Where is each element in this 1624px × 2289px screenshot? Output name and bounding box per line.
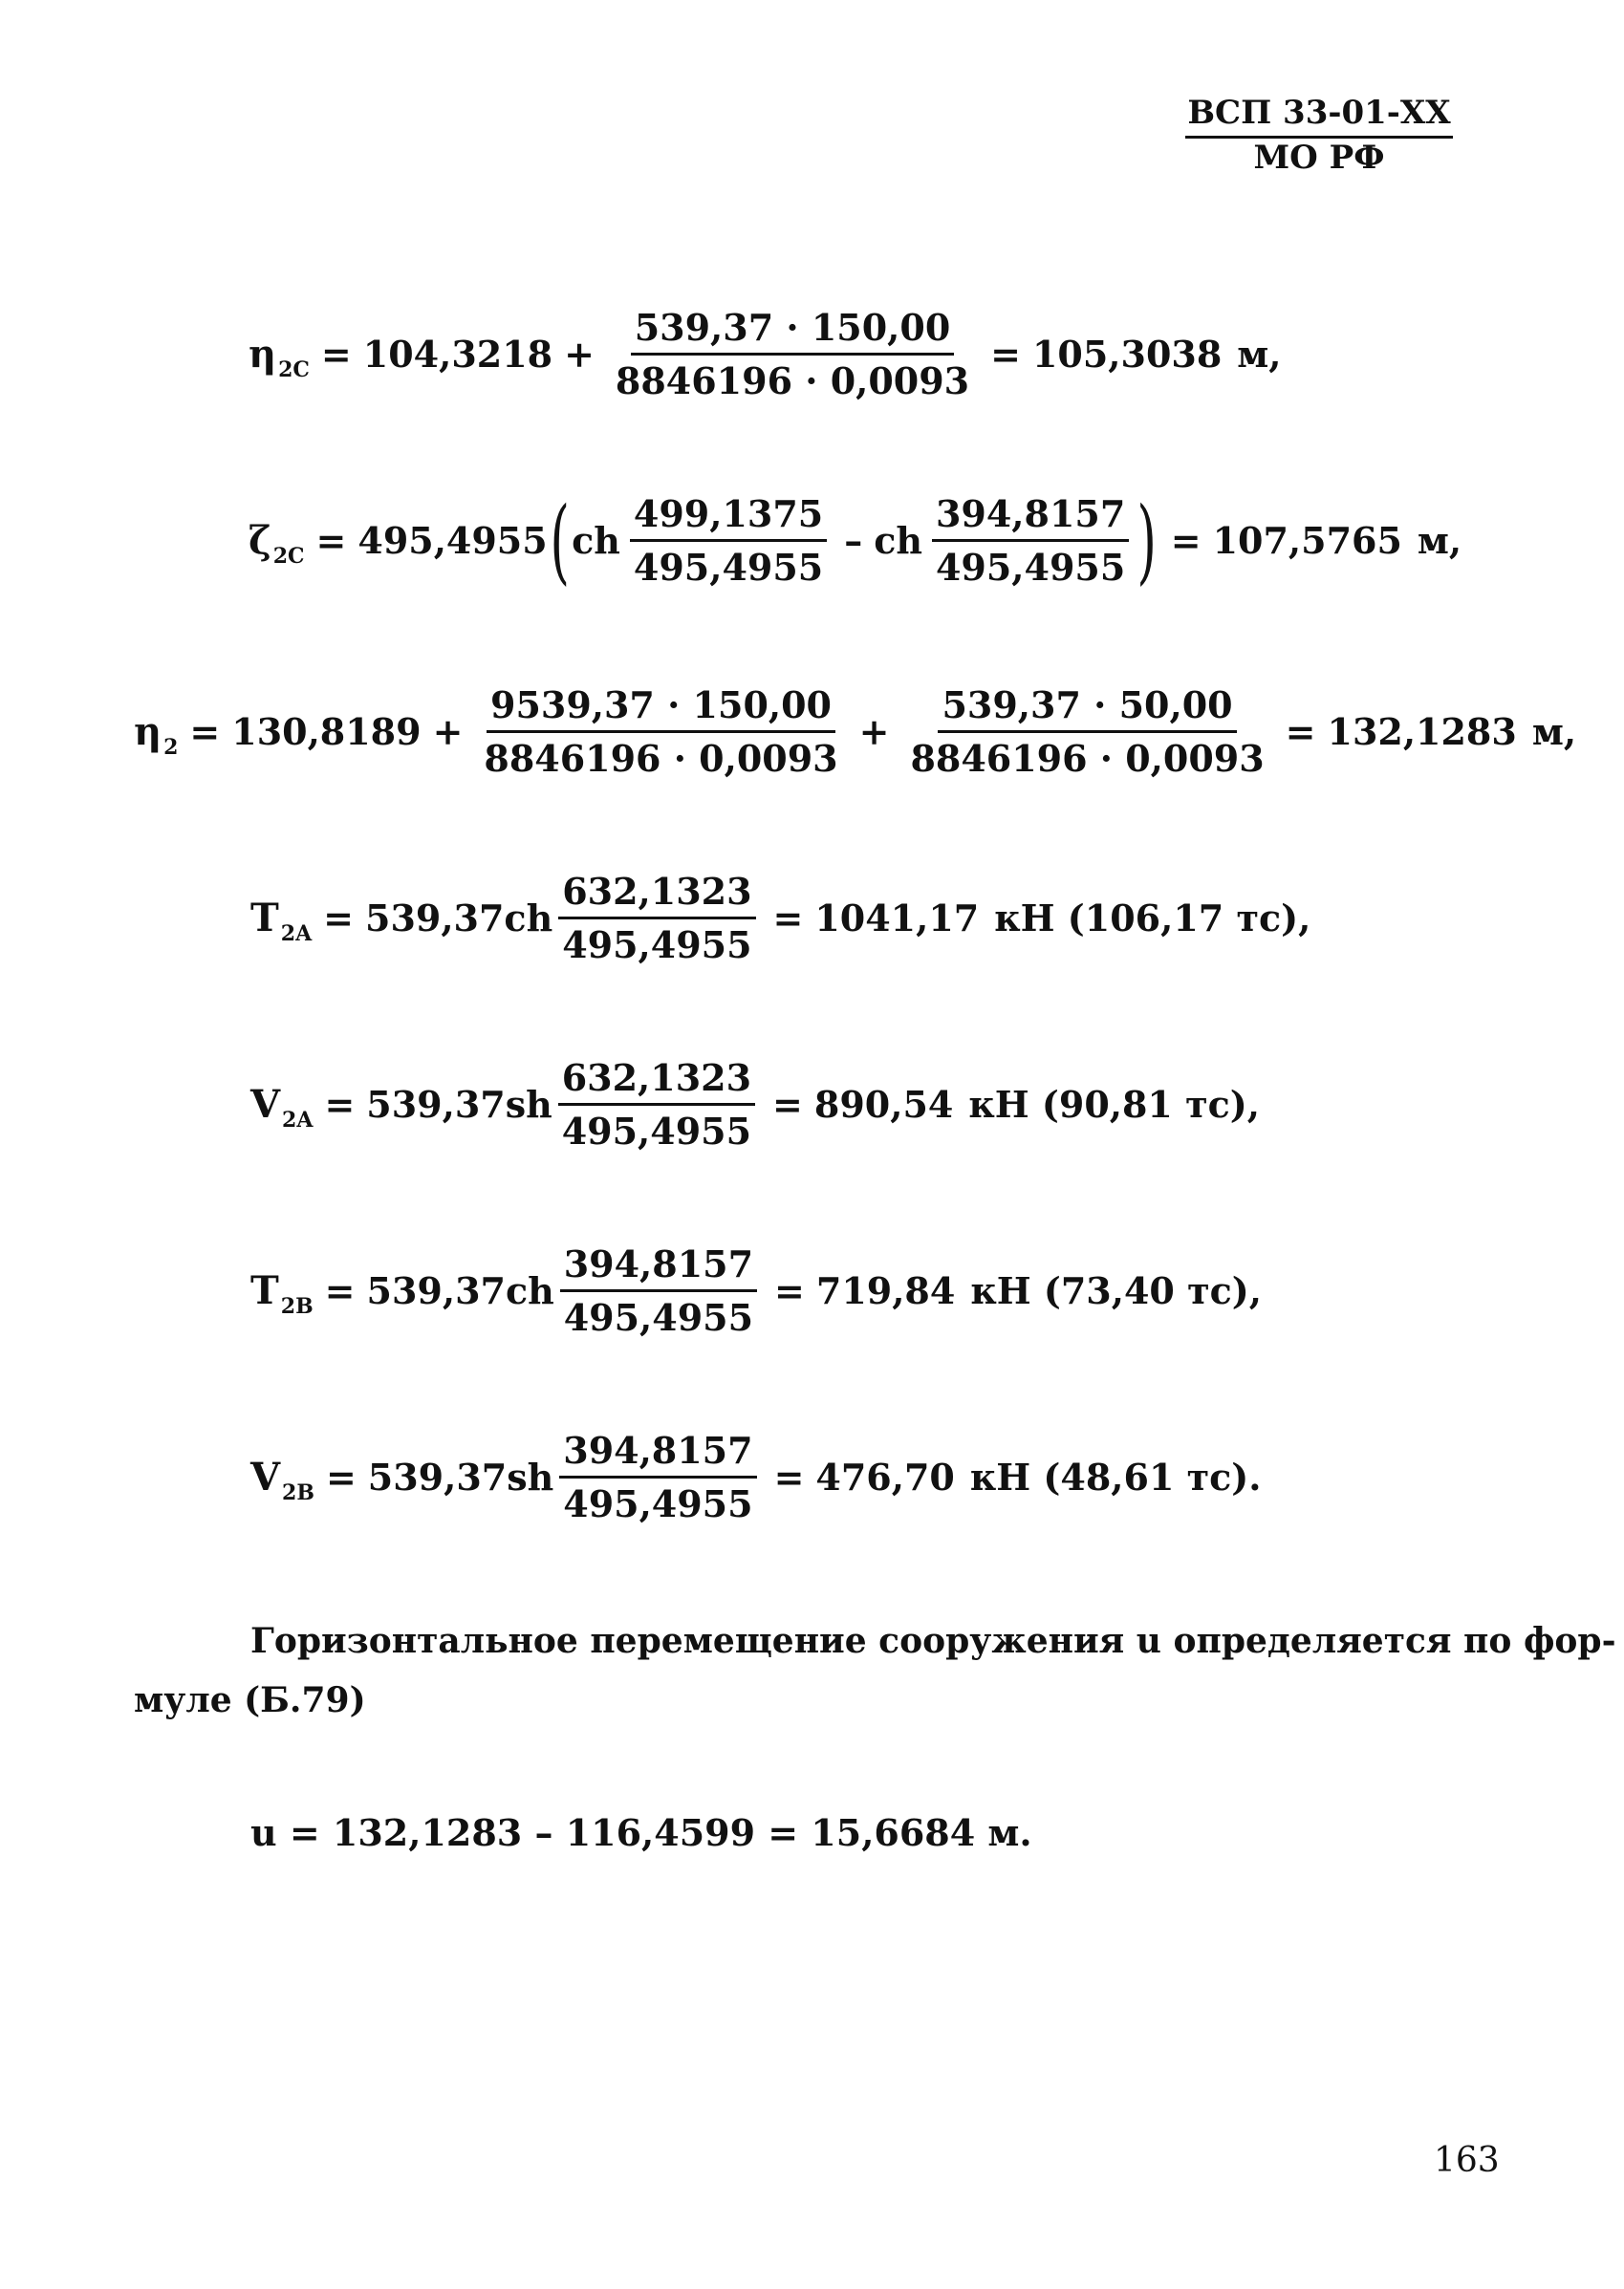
equation-V-2A: V 2A = 539,37sh $\frac{632,1323}{495,4955}$ = 890,54 кН (90,81 тс), — [250, 1056, 1260, 1153]
result: 476,70 — [815, 1456, 955, 1499]
equation-V-2B: V 2B = 539,37sh $\frac{394,8157}{495,4955}$ = 476,70 кН (48,61 тс). — [250, 1429, 1262, 1525]
fraction: $\frac{9539,37 \cdot 150,00}{8846196 \cdot 0,0093}$ — [484, 683, 838, 780]
equation-eta-2: η 2 = 130,8189 + $\frac{9539,37 \cdot 150,00}{8846196 \cdot 0,0093}$ + $\frac{539,37 \cdot 50,00}{8846196 \cdot 0,0093}$ = 132,1283 м, — [134, 683, 1577, 780]
result: 107,5765 — [1212, 519, 1402, 562]
equation-zeta-2c: ζ 2C = 495,4955 ( ch $\frac{499,1375}{495,4955}$ – ch $\frac{394,8157}{495,4955}$ ) = 107,5765 м, — [249, 486, 1462, 594]
document-code: ВСП 33-01-XX — [1185, 94, 1453, 139]
result: 105,3038 — [1031, 333, 1223, 376]
equation-eta-2c: η 2C = 104,3218 + $\frac{539,37 \cdot 150,00}{8846196 \cdot 0,0093}$ = 105,3038 м, — [249, 306, 1282, 402]
organization-code: МО РФ — [1253, 139, 1385, 177]
fraction: $\frac{394,8157}{495,4955}$ — [559, 1429, 756, 1525]
left-paren: ( — [550, 486, 570, 594]
result: 132,1283 — [1327, 710, 1517, 753]
fraction: $\frac{394,8157}{495,4955}$ — [560, 1242, 757, 1339]
fraction: $\frac{499,1375}{495,4955}$ — [630, 492, 827, 589]
fraction: $\frac{539,37 \cdot 150,00}{8846196 \cdot 0,0093}$ — [615, 306, 970, 402]
fraction: $\frac{394,8157}{495,4955}$ — [932, 492, 1129, 589]
fraction: $\frac{632,1323}{495,4955}$ — [558, 1056, 755, 1153]
result: 890,54 — [813, 1083, 954, 1126]
page-number: 163 — [1434, 2141, 1500, 2180]
eq-lhs: η 2C — [249, 332, 310, 382]
equation-T-2B: T 2B = 539,37ch $\frac{394,8157}{495,4955}$ = 719,84 кН (73,40 тс), — [250, 1242, 1262, 1339]
equation-u: u = 132,1283 – 116,4599 = 15,6684 м. — [250, 1811, 1032, 1854]
equation-T-2A: T 2A = 539,37ch $\frac{632,1323}{495,4955}$ = 1041,17 кН (106,17 тс), — [250, 870, 1311, 966]
result: 719,84 — [815, 1269, 956, 1312]
fraction: $\frac{539,37 \cdot 50,00}{8846196 \cdot 0,0093}$ — [910, 683, 1265, 780]
right-paren: ) — [1137, 486, 1158, 594]
result: 1041,17 — [814, 896, 980, 939]
paragraph-line-2: муле (Б.79) — [134, 1680, 366, 1720]
paragraph-line-1: Горизонтальное перемещение сооружения u определяется по фор- — [250, 1621, 1616, 1661]
fraction: $\frac{632,1323}{495,4955}$ — [558, 870, 755, 966]
